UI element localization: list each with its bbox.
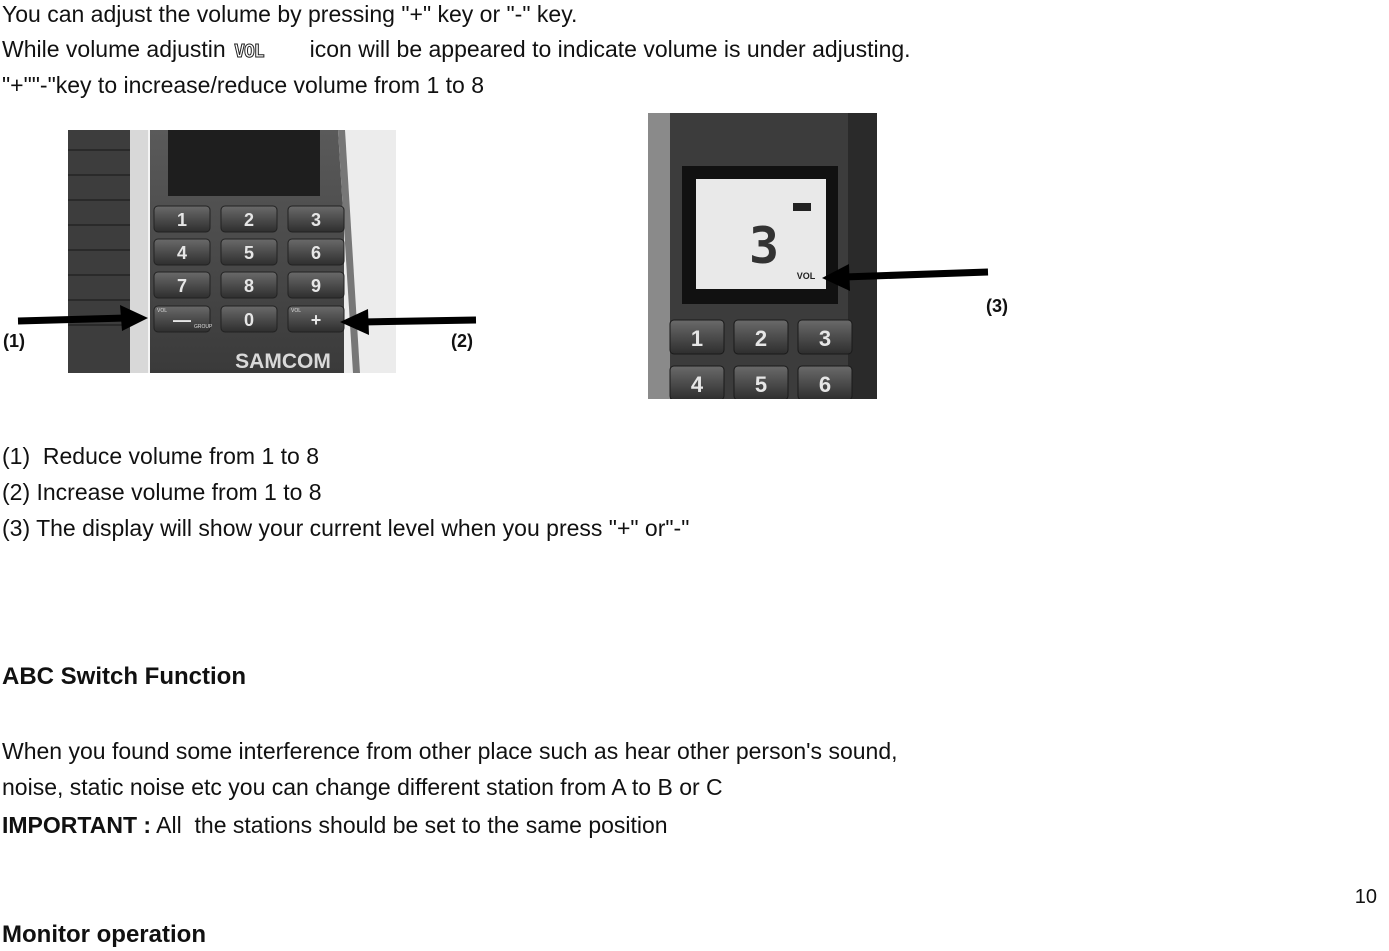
minus-key-group-text: GROUP [194, 324, 213, 330]
plus-key-vol-text: VOL [291, 308, 302, 314]
important-label: IMPORTANT : [2, 812, 152, 838]
keypad-key-label: 8 [243, 276, 255, 296]
keypad-key-label: 2 [243, 210, 255, 230]
display-keypad-key-label: 1 [690, 326, 704, 351]
important-text: All the stations should be set to the same position [151, 812, 668, 838]
keypad-key-label: 9 [310, 276, 322, 296]
brand-logo: SAMCOM [235, 350, 331, 373]
display-keypad-key-label: 2 [754, 326, 768, 351]
abc-heading: ABC Switch Function [2, 663, 246, 690]
arrow-1 [18, 305, 148, 331]
display-keypad-key-label: 6 [818, 372, 832, 397]
intro-line-2-end: icon will be appeared to indicate volume is under adjusting. [309, 36, 911, 62]
display-keypad-key-label: 4 [690, 372, 704, 397]
note-2: (2) Increase volume from 1 to 8 [2, 479, 322, 505]
keypad-key-label: 6 [310, 243, 322, 263]
keypad-key-label: + [310, 310, 322, 330]
keypad-key-label: — [173, 310, 191, 330]
intro-line-2-start: While volume adjustin [2, 36, 233, 62]
display-vol-text: VOL [796, 271, 816, 281]
keypad-key-label: 4 [176, 243, 188, 263]
label-3: (3) [986, 296, 1008, 316]
minus-key-vol-text: VOL [157, 308, 168, 314]
important-line [2, 811, 668, 839]
note-3: (3) The display will show your current level when you press "+" or"-" [2, 515, 690, 541]
volume-level-digit: 3 [748, 217, 780, 275]
monitor-heading: Monitor operation [2, 921, 206, 948]
keypad-key-label: 7 [176, 276, 188, 296]
intro-line-3: "+""-"key to increase/reduce volume from 1 to 8 [2, 72, 485, 98]
abc-paragraph-2: noise, static noise etc you can change different station from A to B or C [2, 774, 723, 800]
intro-line-1: You can adjust the volume by pressing "+" key or "-" key. [2, 1, 578, 27]
vol-icon: VOL [234, 41, 264, 62]
abc-paragraph-1: When you found some interference from other place such as hear other person's sound, [2, 738, 898, 764]
label-2: (2) [451, 331, 473, 351]
keypad-key-label: 1 [176, 210, 188, 230]
display-keypad-key-label: 5 [754, 372, 768, 397]
keypad-key-label: 0 [243, 310, 255, 330]
keypad-key-label: 3 [310, 210, 322, 230]
note-1: (1) Reduce volume from 1 to 8 [2, 443, 320, 469]
keypad-key-label: 5 [243, 243, 255, 263]
page-number: 10 [1354, 886, 1377, 908]
arrow-3 [822, 264, 988, 291]
display-keypad-key-label: 3 [818, 326, 832, 351]
label-1: (1) [3, 331, 25, 351]
